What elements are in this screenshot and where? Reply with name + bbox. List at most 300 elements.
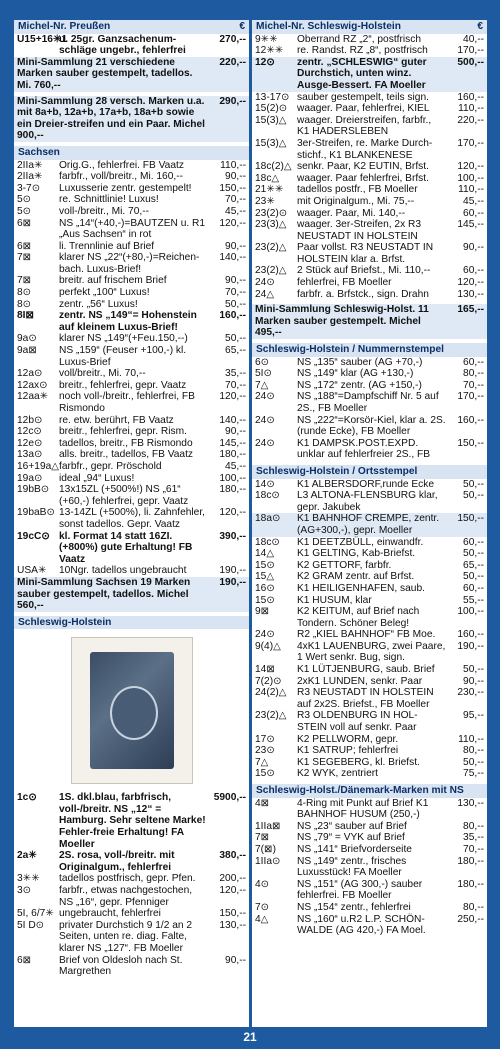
entry-description: Paar vollst. R3 NEUSTADT IN HOLSTEIN klar a. Brfst.: [297, 242, 434, 265]
entry-price: 45,--: [225, 205, 246, 217]
entry-price: 60,--: [463, 536, 484, 548]
catalog-entry: [252, 173, 487, 185]
entry-price: 130,--: [219, 919, 246, 931]
michel-number: 12c⊙: [17, 426, 42, 438]
catalog-entry: [252, 798, 487, 821]
entry-description: farbfr., etwas nachgestochen, NS „16“, gepr. Pfenniger: [59, 885, 193, 908]
catalog-entry: [252, 629, 487, 641]
catalog-entry: [252, 161, 487, 173]
catalog-entry: [252, 676, 487, 688]
entry-price: 50,--: [463, 571, 484, 583]
catalog-entry: [14, 96, 249, 142]
catalog-entry: [252, 768, 487, 780]
catalog-entry: [252, 219, 487, 242]
entry-description: NS „141“ Briefvorderseite: [297, 843, 412, 855]
catalog-entry: [14, 955, 249, 978]
left-column: [14, 20, 249, 1027]
catalog-entry: [14, 368, 249, 380]
catalog-entry: [252, 856, 487, 879]
catalog-entry: [252, 821, 487, 833]
entry-description: farbfr., voll/breitr., Mi. 160,--: [59, 171, 183, 183]
entry-price: 145,--: [457, 219, 484, 231]
catalog-entry: [14, 275, 249, 287]
catalog-entry: [252, 745, 487, 757]
michel-number: 4△: [255, 913, 269, 925]
entry-price: 95,--: [463, 710, 484, 722]
section-header: [14, 616, 249, 630]
michel-number: 7⊙: [255, 901, 270, 913]
entry-price: 80,--: [463, 820, 484, 832]
entry-price: 190,--: [457, 640, 484, 652]
entry-price: 90,--: [225, 954, 246, 966]
catalog-entry: [252, 277, 487, 289]
michel-number: 19bB⊙: [17, 484, 50, 496]
entry-description: zentr. NS „149“= Hohenstein auf kleinem Luxus-Brief!: [59, 310, 197, 333]
entry-description: L3 ALTONA-FLENSBURG klar, gepr. Jakubek: [297, 490, 438, 513]
entry-price: 160,--: [457, 629, 484, 641]
currency-label: €: [477, 21, 483, 32]
catalog-entry: [252, 548, 487, 560]
stamp-design: [90, 652, 174, 769]
entry-description: privater Durchstich 9 1/2 an 2 Seiten, unten re. diag. Falte, klarer NS „127“. FB Moeller: [59, 919, 193, 954]
catalog-entry: [252, 560, 487, 572]
michel-number: 3✳✳: [17, 873, 40, 885]
entry-description: perfekt „100“ Luxus!: [59, 287, 150, 299]
entry-price: 270,--: [219, 33, 246, 45]
entry-description: K1 ALBERSDORF,runde Ecke: [297, 478, 435, 490]
catalog-entry: [252, 513, 487, 536]
entry-description: NS „14“(+40,-)=BAUTZEN u. R1 „Aus Sachsen“ in rot: [59, 217, 206, 241]
catalog-section: [14, 616, 249, 978]
catalog-section: [252, 20, 487, 300]
entry-price: 90,--: [225, 275, 246, 287]
catalog-entry: [14, 873, 249, 885]
entry-price: 110,--: [458, 184, 484, 196]
michel-number: 12e⊙: [17, 437, 43, 449]
michel-number: 1IIa⊠: [255, 820, 281, 832]
entry-description: 3er-Streifen, re. Marke Durch-stichf., K1 BLANKENESE: [297, 137, 433, 161]
michel-number: 23(2)⊙: [255, 207, 288, 219]
michel-number: 7△: [255, 379, 269, 391]
catalog-entry: [14, 850, 249, 873]
catalog-entry: [252, 391, 487, 414]
catalog-entry: [14, 241, 249, 253]
section-header: [252, 20, 487, 34]
entry-description: K1 BAHNHOF CREMPE, zentr. (AG+300,-), gepr. Moeller: [297, 513, 440, 536]
michel-number: 9⊠: [255, 606, 270, 618]
entry-price: 50,--: [463, 756, 484, 768]
michel-number: 12✳✳: [255, 45, 284, 57]
entry-description: sauber gestempelt, teils sign.: [297, 91, 429, 103]
catalog-entry: [14, 252, 249, 275]
entry-description: K1 SEGEBERG, kl. Briefst.: [297, 756, 420, 768]
entry-description: Mini-Sammlung Sachsen 19 Marken sauber gestempelt, tadellos. Michel 560,--: [17, 576, 191, 612]
entry-price: 5900,--: [213, 792, 246, 804]
catalog-entry: [14, 461, 249, 473]
catalog-entry: [14, 473, 249, 485]
entry-price: 150,--: [457, 513, 484, 525]
entry-price: 150,--: [219, 908, 246, 920]
right-column: [252, 20, 487, 1027]
catalog-entry: [252, 438, 487, 461]
michel-number: 18c⊙: [255, 536, 280, 548]
entry-description: Brief von Oldesloh nach St. Margrethen: [59, 954, 183, 978]
catalog-entry: [14, 426, 249, 438]
catalog-entry: [252, 34, 487, 46]
entry-description: waager. 3er-Streifen, 2x R3 NEUSTADT IN HOLSTEIN: [297, 219, 422, 242]
entry-price: 120,--: [219, 217, 246, 229]
entry-description: breitr., fehlerfrei, gepr. Rism.: [59, 426, 187, 438]
catalog-entry: [252, 92, 487, 104]
entry-description: li. Trennlinie auf Brief: [59, 240, 155, 252]
entry-description: K2 PELLWORM, gepr.: [297, 733, 399, 745]
entry-description: K1 DAMPSK.POST.EXPD. unklar auf fehlerfreier 2S., FB: [297, 437, 431, 461]
entry-description: K1 LÜTJENBURG, saub. Brief: [297, 664, 435, 676]
michel-number: 2IIa✳: [17, 159, 43, 171]
catalog-entry: [14, 194, 249, 206]
entry-price: 180,--: [219, 449, 246, 461]
entry-price: 290,--: [219, 95, 246, 107]
entry-description: breitr. auf frischem Brief: [59, 275, 167, 287]
entry-description: Oberrand RZ „2“, postfrisch: [297, 33, 421, 45]
entry-price: 160,--: [457, 414, 484, 426]
entry-description: 2 Stück auf Briefst., Mi. 110,--: [297, 265, 431, 277]
entry-description: re. Schnittlinie! Luxus!: [59, 194, 159, 206]
entry-price: 150,--: [457, 437, 484, 449]
catalog-entry: [14, 218, 249, 241]
entry-description: K1 DEETZBÜLL, einwandfr.: [297, 536, 424, 548]
entry-price: 70,--: [463, 379, 484, 391]
catalog-entry: [252, 115, 487, 138]
entry-price: 60,--: [463, 265, 484, 277]
section-title: Schleswig-Holstein / Nummernstempel: [256, 344, 444, 356]
entry-description: K1 HEILIGENHAFEN, saub.: [297, 582, 425, 594]
michel-number: 19a⊙: [17, 472, 43, 484]
catalog-entry: [252, 265, 487, 277]
michel-number: 23(3)△: [255, 219, 287, 231]
entry-price: 70,--: [463, 843, 484, 855]
catalog-entry: [252, 571, 487, 583]
catalog-entry: [252, 879, 487, 902]
entry-price: 120,--: [219, 885, 246, 897]
catalog-entry: [252, 45, 487, 57]
entry-description: NS „172“ zentr. (AG +150,-): [297, 379, 422, 391]
entry-description: K2 WYK, zentriert: [297, 768, 378, 780]
michel-number: 3⊙: [17, 885, 32, 897]
catalog-entry: [252, 710, 487, 733]
catalog-entry: [14, 449, 249, 461]
michel-number: 8I⊠: [17, 310, 35, 322]
catalog-entry: [252, 57, 487, 92]
entry-price: 50,--: [225, 333, 246, 345]
entry-description: zentr. „SCHLESWIG“ guter Durchstich, unten winz. Ausge-Bessert. FA Moeller: [297, 56, 427, 91]
catalog-entry: [14, 885, 249, 908]
section-header: [14, 20, 249, 34]
entry-price: 390,--: [219, 530, 246, 542]
entry-price: 40,--: [463, 33, 484, 45]
catalog-entry: [252, 304, 487, 339]
catalog-entry: [252, 415, 487, 438]
catalog-entry: [14, 183, 249, 195]
catalog-entry: [252, 103, 487, 115]
catalog-entry: [252, 757, 487, 769]
michel-number: 9✳✳: [255, 33, 278, 45]
michel-number: 15(2)⊙: [255, 103, 288, 115]
entry-price: 140,--: [219, 414, 246, 426]
entry-description: NS „149“ klar (AG +130,-): [297, 368, 414, 380]
catalog-section: [14, 20, 249, 92]
michel-number: 24⊙: [255, 629, 275, 641]
entry-description: NS „188“=Dampfschiff Nr. 5 auf 2S., FB Moeller: [297, 391, 439, 414]
entry-description: 4xK1 LAUENBURG, zwei Paare, 1 Wert senkr. Bug, sign.: [297, 640, 446, 664]
catalog-entry: [252, 357, 487, 369]
catalog-entry: [14, 577, 249, 612]
michel-number: 23(2)△: [255, 242, 287, 254]
entry-description: K1 GELTING, Kab-Briefst.: [297, 548, 416, 560]
entry-description: tadellos, breitr., FB Rismondo: [59, 437, 193, 449]
michel-number: 12a⊙: [17, 368, 43, 380]
entry-description: 4-Ring mit Punkt auf Brief K1 BAHNHOF HUSUM (250,-): [297, 797, 429, 821]
michel-number: 15(3)△: [255, 114, 287, 126]
entry-description: waager. Dreierstreifen, farbfr., K1 HADERSLEBEN: [297, 114, 432, 138]
entry-price: 35,--: [225, 368, 246, 380]
entry-price: 80,--: [463, 901, 484, 913]
section-title: Michel-Nr. Preußen: [18, 21, 111, 32]
catalog-entry: [252, 595, 487, 607]
entry-description: voll-/breitr., Mi. 70,--: [59, 205, 150, 217]
michel-number: 1IIa⊙: [255, 855, 281, 867]
entry-price: 50,--: [225, 298, 246, 310]
entry-price: 180,--: [457, 855, 484, 867]
catalog-section: [14, 146, 249, 612]
michel-number: 7⊠: [17, 275, 32, 287]
michel-number: 2a✳: [17, 850, 37, 862]
michel-number: 4⊠: [255, 797, 270, 809]
entry-description: ungebraucht, fehlerfrei: [59, 908, 161, 920]
catalog-section: [252, 304, 487, 339]
entry-price: 170,--: [457, 137, 484, 149]
entry-price: 70,--: [225, 379, 246, 391]
section-header: [252, 465, 487, 479]
section-title: Schleswig-Holstein: [18, 616, 112, 628]
entry-price: 50,--: [463, 664, 484, 676]
entry-description: noch voll-/breitr., fehlerfrei, FB Rismondo: [59, 391, 195, 414]
michel-number: 7(⊠): [255, 843, 276, 855]
entry-price: 110,--: [458, 103, 484, 115]
entry-description: NS „222“=Korsör-Kiel, klar a. 2S. (runde Ecke), FB Moeller: [297, 414, 446, 438]
michel-number: 7(2)⊙: [255, 675, 282, 687]
catalog-section: [252, 465, 487, 780]
michel-number: 12⊙: [255, 56, 275, 68]
michel-number: 6⊠: [17, 240, 32, 252]
entry-price: 190,--: [219, 565, 246, 577]
catalog-entry: [252, 368, 487, 380]
catalog-entry: [252, 380, 487, 392]
catalog-entry: [14, 507, 249, 530]
michel-number: 19cC⊙: [17, 530, 50, 542]
catalog-entry: [252, 734, 487, 746]
michel-number: 24△: [255, 288, 275, 300]
entry-description: mit Originalgum., Mi. 75,--: [297, 195, 415, 207]
section-header: [14, 146, 249, 160]
michel-number: 18c△: [255, 172, 280, 184]
michel-number: 14⊙: [255, 478, 275, 490]
catalog-entry: [14, 57, 249, 92]
michel-number: 9(4)△: [255, 640, 281, 652]
michel-number: 9a⊙: [17, 333, 37, 345]
catalog-entry: [252, 490, 487, 513]
currency-label: €: [239, 21, 245, 32]
entry-description: NS „159“ (Feuser +100,-) kl. Luxus-Brief: [59, 345, 187, 368]
section-title: Michel-Nr. Schleswig-Holstein: [256, 21, 401, 32]
entry-description: NS „160“ u.R2 L.P. SCHÖN-WALDE (AG 420,-) FA Moel.: [297, 913, 426, 937]
entry-price: 90,--: [225, 240, 246, 252]
michel-number: 23⊙: [255, 745, 275, 757]
catalog-entry: [252, 242, 487, 265]
entry-description: 2xK1 LUNDEN, senkr. Paar: [297, 675, 423, 687]
entry-price: 50,--: [463, 478, 484, 490]
entry-description: R3 OLDENBURG IN HOL-STEIN voll auf senkr. Paar: [297, 710, 418, 734]
entry-description: Orig.G., fehlerfrei. FB Vaatz: [59, 159, 184, 171]
michel-number: 12ax⊙: [17, 379, 48, 391]
entry-price: 80,--: [463, 745, 484, 757]
catalog-section: [252, 784, 487, 937]
entry-price: 100,--: [457, 606, 484, 618]
michel-number: 24⊙: [255, 437, 275, 449]
section-title: Schleswig-Holst./Dänemark-Marken mit NS: [256, 785, 464, 796]
michel-number: 2IIa✳: [17, 171, 43, 183]
catalog-entry: [14, 415, 249, 427]
michel-number: 18a⊙: [255, 513, 281, 525]
stamp-image: [71, 637, 193, 784]
entry-price: 70,--: [225, 194, 246, 206]
michel-number: 18c⊙: [255, 490, 280, 502]
entry-price: 110,--: [458, 733, 484, 745]
michel-number: USA✳: [17, 565, 47, 577]
entry-price: 50,--: [463, 548, 484, 560]
entry-description: waager. Paar fehlerfrei, Brfst.: [297, 172, 429, 184]
entry-price: 90,--: [225, 426, 246, 438]
entry-description: 13-14ZL (+500%), li. Zahnfehler, sonst tadellos. Gepr. Vaatz: [59, 507, 206, 530]
michel-number: 15(3)△: [255, 137, 287, 149]
michel-number: 16⊙: [255, 582, 275, 594]
entry-price: 160,--: [457, 91, 484, 103]
entry-description: NS „149“ zentr., frisches Luxusstück! FA Moeller: [297, 855, 407, 879]
entry-description: 1S. dkl.blau, farbfrisch, voll-/breitr. NS „12“ = Hamburg. Sehr seltene Marke! Fehler-freie Erhaltung! FA Moeller: [59, 792, 206, 850]
catalog-entry: [14, 206, 249, 218]
entry-description: 2S. rosa, voll-/breitr. mit Originalgum., fehlerfrei: [59, 850, 175, 873]
michel-number: 7△: [255, 756, 269, 768]
entry-price: 65,--: [463, 559, 484, 571]
entry-description: NS „79“ = VYK auf Brief: [297, 832, 405, 844]
michel-number: 6⊠: [17, 954, 32, 966]
michel-number: 6⊙: [255, 356, 270, 368]
catalog-entry: [14, 920, 249, 955]
entry-description: farbfr. a. Brfstck., sign. Drahn: [297, 288, 429, 300]
entry-description: waager. Paar, Mi. 140,--: [297, 207, 406, 219]
michel-number: 6⊠: [17, 217, 32, 229]
michel-number: 13a⊙: [17, 449, 43, 461]
stamp-oval: [110, 686, 158, 740]
entry-price: 45,--: [225, 460, 246, 472]
entry-description: Mini-Sammlung Schleswig-Holst. 11 Marken sauber gestempelt. Michel 495,--: [255, 304, 429, 339]
entry-description: R3 NEUSTADT IN HOLSTEIN auf 2x2S. Briefst., FB Moeller: [297, 687, 434, 710]
entry-price: 100,--: [219, 472, 246, 484]
entry-description: klarer NS „22“(+80,-)=Reichen-bach. Luxus-Brief!: [59, 252, 200, 275]
catalog-entry: [14, 34, 249, 57]
entry-price: 45,--: [463, 195, 484, 207]
michel-number: 1c⊙: [17, 792, 37, 804]
catalog-entry: [14, 908, 249, 920]
catalog-entry: [14, 310, 249, 333]
entry-price: 145,--: [219, 437, 246, 449]
entry-price: 35,--: [463, 832, 484, 844]
michel-number: 5⊙: [17, 205, 32, 217]
michel-number: 9a⊠: [17, 345, 37, 357]
entry-description: R2 „KIEL BAHNHOF“ FB Moe.: [297, 629, 436, 641]
catalog-entry: [252, 138, 487, 161]
entry-description: tadellos postfrisch, gepr. Pfen.: [59, 873, 196, 885]
entry-price: 55,--: [463, 594, 484, 606]
entry-price: 120,--: [457, 161, 484, 173]
entry-price: 50,--: [463, 490, 484, 502]
catalog-entry: [252, 687, 487, 710]
entry-description: senkr. Paar, K2 EUTIN, Brfst.: [297, 161, 429, 173]
entry-price: 120,--: [219, 391, 246, 403]
michel-number: 19baB⊙: [17, 507, 55, 519]
catalog-entry: [14, 438, 249, 450]
entry-price: 165,--: [457, 304, 484, 316]
michel-number: 24(2)△: [255, 687, 287, 699]
entry-description: re. Randst. RZ „8“, postfrisch: [297, 45, 428, 57]
entry-description: NS „23“ sauber auf Brief: [297, 820, 407, 832]
entry-price: 170,--: [457, 45, 484, 57]
michel-number: 7⊠: [17, 252, 32, 264]
entry-price: 500,--: [457, 56, 484, 68]
michel-number: 5I, 6/7✳: [17, 908, 54, 920]
entry-price: 75,--: [463, 768, 484, 780]
catalog-entry: [252, 832, 487, 844]
catalog-entry: [252, 479, 487, 491]
michel-number: 3-7⊙: [17, 182, 41, 194]
entry-price: 120,--: [457, 277, 484, 289]
michel-number: 21✳✳: [255, 184, 284, 196]
entry-description: ideal „94“ Luxus!: [59, 472, 135, 484]
catalog-entry: [14, 160, 249, 172]
entry-price: 90,--: [463, 675, 484, 687]
michel-number: 14⊠: [255, 664, 275, 676]
michel-number: 4⊙: [255, 878, 270, 890]
entry-price: 180,--: [219, 484, 246, 496]
entry-description: K1 HUSUM, klar: [297, 594, 372, 606]
catalog-entry: [252, 208, 487, 220]
catalog-entry: [14, 792, 249, 850]
michel-number: 12aa✳: [17, 391, 49, 403]
catalog-entry: [252, 537, 487, 549]
entry-price: 250,--: [457, 913, 484, 925]
entry-description: fehlerfrei, FB Moeller: [297, 277, 392, 289]
michel-number: 24⊙: [255, 391, 275, 403]
entry-price: 130,--: [457, 288, 484, 300]
section-header: [252, 343, 487, 357]
entry-description: alls. breitr., tadellos, FB Vaatz: [59, 449, 194, 461]
entry-price: 180,--: [457, 878, 484, 890]
entry-description: Mini-Sammlung 21 verschiedene Marken sauber gestempelt, tadellos. Mi. 760,--: [17, 56, 193, 91]
entry-price: 380,--: [219, 850, 246, 862]
michel-number: 5⊙: [17, 194, 32, 206]
entry-description: u. 25gr. Ganzsachenum-schläge ungebr., fehlerfrei: [59, 33, 186, 57]
catalog-entry: [14, 484, 249, 507]
